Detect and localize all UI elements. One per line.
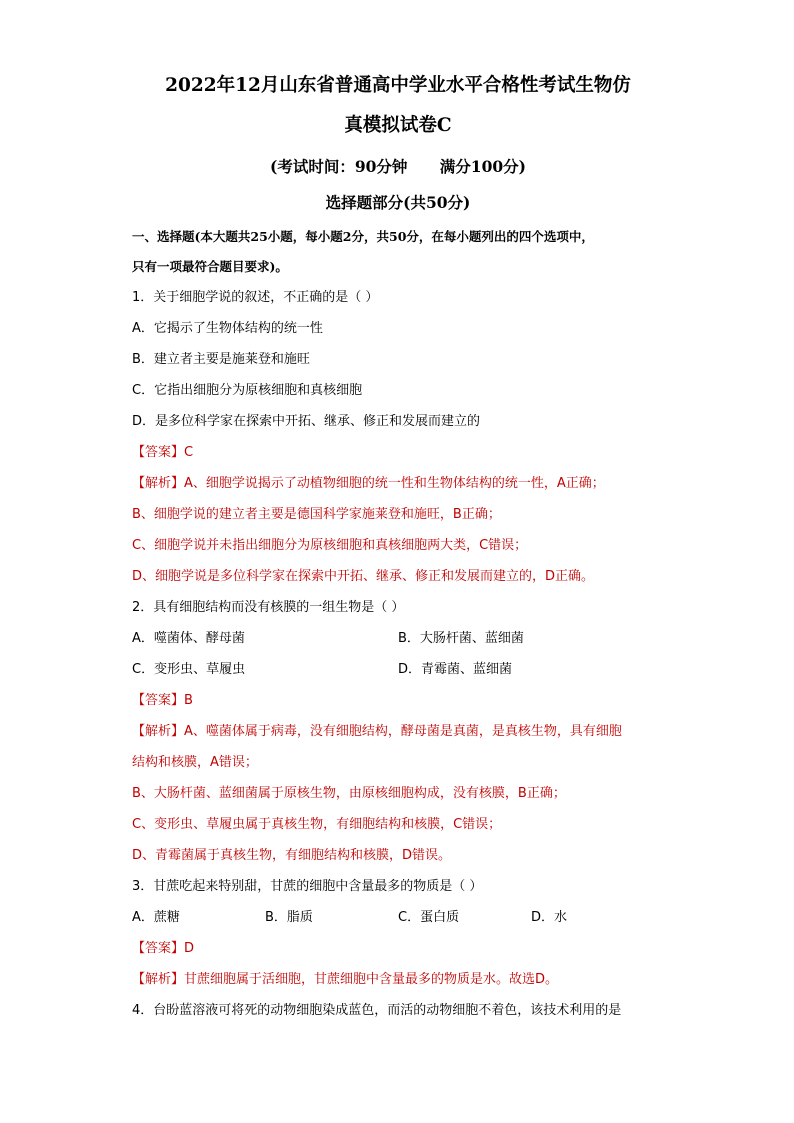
question-3 [132, 871, 664, 995]
option-b: B．脂质 [265, 910, 313, 925]
section-intro-line2: 只有一项最符合题目要求)。 [132, 259, 288, 274]
question-2 [132, 592, 664, 871]
answer: 【答案】B [132, 693, 193, 708]
question-4 [132, 995, 664, 1026]
analysis-line: 【解析】A、细胞学说揭示了动植物细胞的统一性和生物体结构的统一性，A正确； [132, 476, 605, 491]
section-intro [132, 222, 664, 282]
options-row [132, 902, 664, 933]
section-intro-line1: 一、选择题(本大题共25小题，每小题2分，共50分，在每小题列出的四个选项中， [132, 229, 594, 244]
analysis-line: D、青霉菌属于真核生物，有细胞结构和核膜，D错误。 [132, 848, 452, 863]
option-a: A．它揭示了生物体结构的统一性 [132, 321, 323, 336]
answer: 【答案】D [132, 941, 195, 956]
question-stem: 4．台盼蓝溶液可将死的动物细胞染成蓝色，而活的动物细胞不着色，该技术利用的是 [132, 1003, 622, 1018]
analysis-line: 【解析】A、噬菌体属于病毒，没有细胞结构，酵母菌是真菌，是真核生物，具有细胞 [132, 724, 622, 739]
option-c: C．它指出细胞分为原核细胞和真核细胞 [132, 383, 363, 398]
analysis-line: D、细胞学说是多位科学家在探索中开拓、继承、修正和发展而建立的，D正确。 [132, 569, 595, 584]
question-1 [132, 282, 664, 592]
analysis-line: C、变形虫、草履虫属于真核生物，有细胞结构和核膜，C错误； [132, 817, 502, 832]
question-stem: 3．甘蔗吃起来特别甜，甘蔗的细胞中含量最多的物质是（ ） [132, 879, 483, 894]
document-title-line2: 真模拟试卷C [344, 115, 452, 136]
question-stem: 2．具有细胞结构而没有核膜的一组生物是（ ） [132, 600, 405, 615]
exam-info: (考试时间：90分钟 满分100分) [270, 157, 526, 176]
option-d: D．水 [531, 910, 568, 925]
analysis-line: B、细胞学说的建立者主要是德国科学家施莱登和施旺，B正确； [132, 507, 501, 522]
analysis-line: 结构和核膜，A错误； [132, 755, 258, 770]
analysis-line: C、细胞学说并未指出细胞分为原核细胞和真核细胞两大类，C错误； [132, 538, 528, 553]
document-title-line1: 2022年12月山东省普通高中学业水平合格性考试生物仿 [165, 75, 631, 96]
option-b: B．大肠杆菌、蓝细菌 [398, 631, 524, 646]
option-c: C．变形虫、草履虫 [132, 662, 246, 677]
section-title: 选择题部分(共50分) [325, 193, 471, 212]
option-d: D．青霉菌、蓝细菌 [398, 662, 513, 677]
options-row [132, 654, 664, 685]
answer: 【答案】C [132, 445, 194, 460]
option-a: A．噬菌体、酵母菌 [132, 631, 245, 646]
option-b: B．建立者主要是施莱登和施旺 [132, 352, 310, 367]
option-a: A．蔗糖 [132, 910, 180, 925]
analysis-line: 【解析】甘蔗细胞属于活细胞，甘蔗细胞中含量最多的物质是水。故选D。 [132, 972, 559, 987]
option-d: D．是多位科学家在探索中开拓、继承、修正和发展而建立的 [132, 414, 481, 429]
option-c: C．蛋白质 [398, 910, 460, 925]
options-row [132, 623, 664, 654]
analysis-line: B、大肠杆菌、蓝细菌属于原核生物，由原核细胞构成，没有核膜，B正确； [132, 786, 566, 801]
question-stem: 1．关于细胞学说的叙述，不正确的是（ ） [132, 290, 379, 305]
